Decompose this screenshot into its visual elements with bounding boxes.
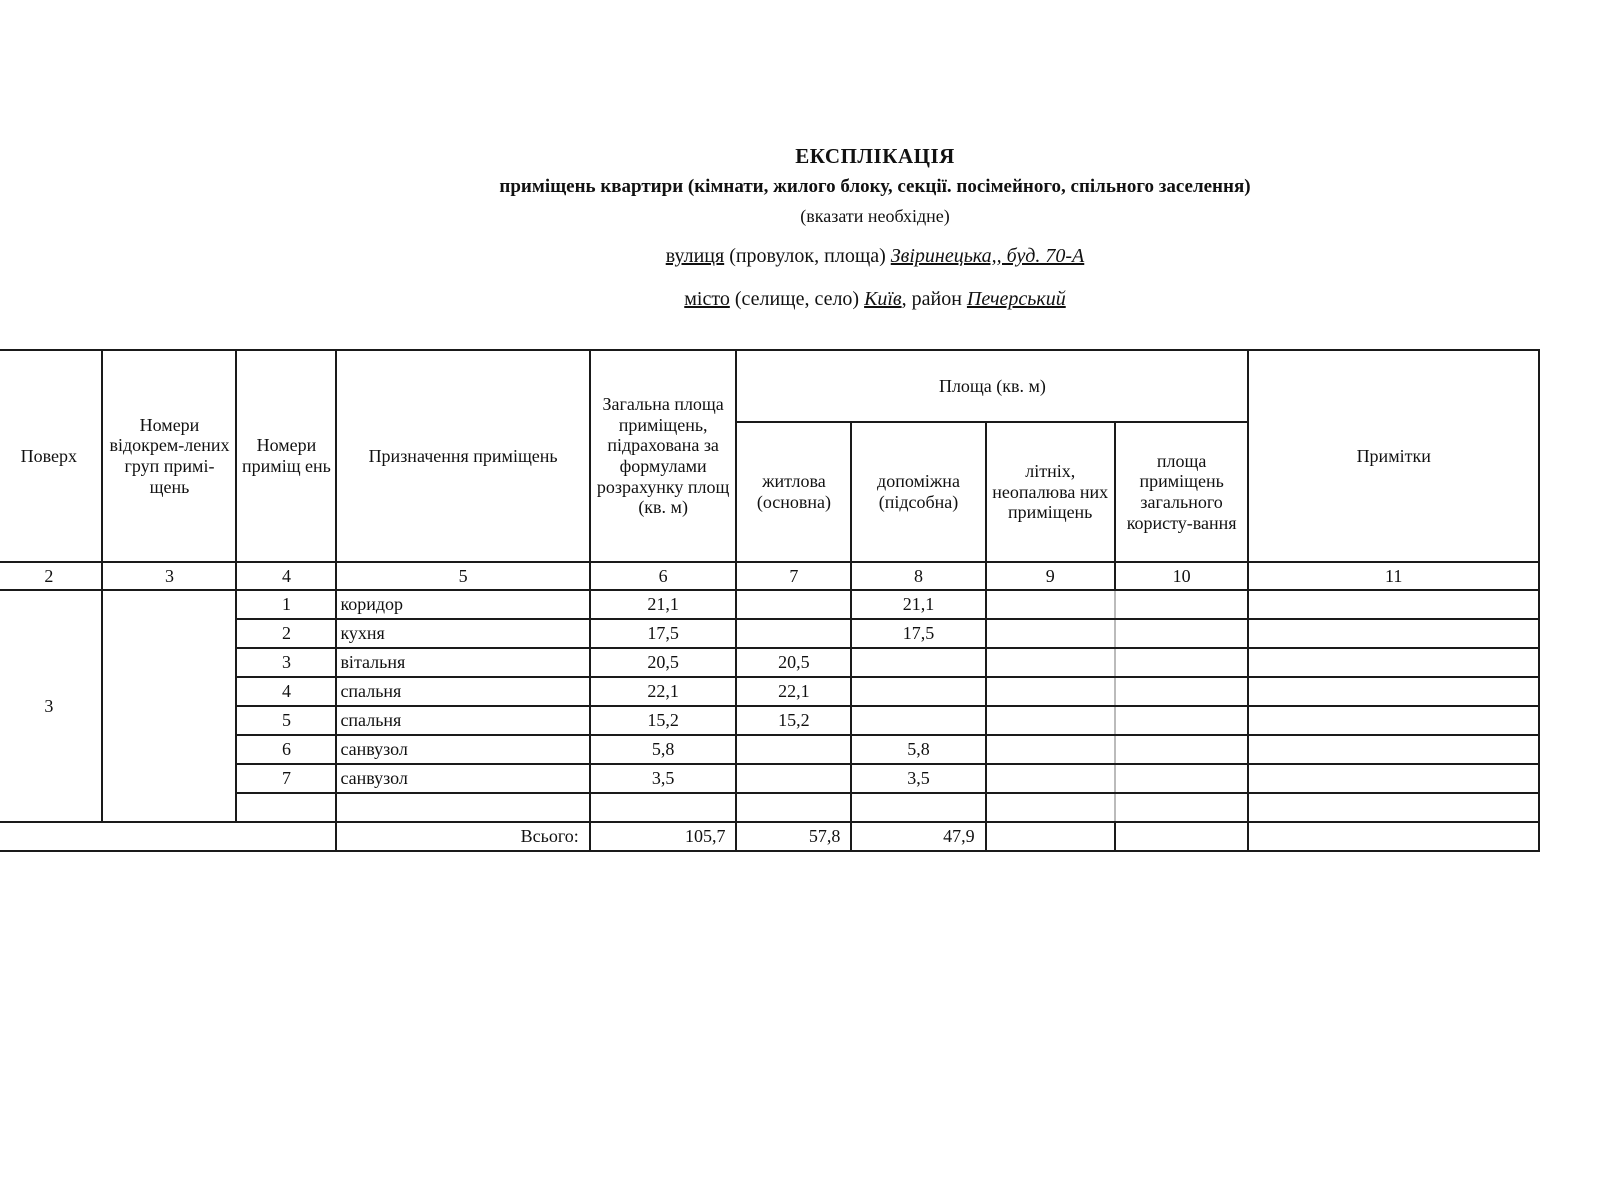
room-aux-area <box>851 648 985 677</box>
column-number: 3 <box>102 562 236 590</box>
room-living-area: 22,1 <box>736 677 851 706</box>
room-total-area: 3,5 <box>590 764 737 793</box>
room-notes <box>1248 677 1539 706</box>
room-living-area: 15,2 <box>736 706 851 735</box>
room-aux-area <box>851 677 985 706</box>
group-number-cell <box>102 590 236 822</box>
room-notes <box>1248 648 1539 677</box>
room-common-area <box>1115 619 1249 648</box>
total-label: Всього: <box>336 822 589 851</box>
room-number: 7 <box>236 764 336 793</box>
room-total-area: 21,1 <box>590 590 737 619</box>
room-notes <box>1248 735 1539 764</box>
street-label: вулиця <box>665 245 725 267</box>
room-number: 6 <box>236 735 336 764</box>
total-aux-sum: 47,9 <box>851 822 985 851</box>
column-number-row <box>0 562 1539 590</box>
room-name: вітальня <box>336 648 589 677</box>
document-subtitle: приміщень квартири (кімнати, жилого блоку, секції. посімейного, спільного заселення) <box>499 176 1251 197</box>
room-aux-area: 5,8 <box>851 735 985 764</box>
room-aux-area: 17,5 <box>851 619 985 648</box>
total-notes <box>1248 822 1539 851</box>
room-number: 3 <box>236 648 336 677</box>
district-label: , район <box>901 288 967 310</box>
room-name: спальня <box>336 677 589 706</box>
room-number: 2 <box>236 619 336 648</box>
room-total-area: 17,5 <box>590 619 737 648</box>
room-common-area <box>1115 706 1249 735</box>
header-room-numbers: Номери примiщ ень <box>236 350 336 562</box>
column-number: 9 <box>986 562 1115 590</box>
total-common-sum <box>1115 822 1249 851</box>
district-value: Печерський <box>966 288 1066 310</box>
header-purpose: Призначення приміщень <box>336 350 589 562</box>
column-number: 10 <box>1115 562 1249 590</box>
header-common: площа приміщень загального користу-вання <box>1115 422 1249 562</box>
total-summer-sum <box>986 822 1115 851</box>
room-name: санвузол <box>336 764 589 793</box>
room-summer-area <box>986 677 1115 706</box>
room-aux-area: 21,1 <box>851 590 985 619</box>
document-title: ЕКСПЛІКАЦІЯ <box>795 144 955 168</box>
room-common-area <box>1115 677 1249 706</box>
room-name <box>336 793 589 822</box>
column-number: 7 <box>736 562 851 590</box>
header-living: житлова (основна) <box>736 422 851 562</box>
room-number: 1 <box>236 590 336 619</box>
header-area-group: Площа (кв. м) <box>736 350 1248 422</box>
room-summer-area <box>986 590 1115 619</box>
city-value: Київ <box>864 288 902 310</box>
header-summer: літніх, неопалюва них приміщень <box>986 422 1115 562</box>
room-living-area: 20,5 <box>736 648 851 677</box>
total-living-sum: 57,8 <box>736 822 851 851</box>
address-street-line <box>0 245 1600 268</box>
column-number: 2 <box>0 562 102 590</box>
room-living-area <box>736 793 851 822</box>
header-auxiliary: допоміжна (підсобна) <box>851 422 985 562</box>
room-total-area: 20,5 <box>590 648 737 677</box>
room-summer-area <box>986 619 1115 648</box>
room-notes <box>1248 764 1539 793</box>
room-summer-area <box>986 764 1115 793</box>
room-aux-area <box>851 706 985 735</box>
street-value: Звіринецька,, буд. 70-А <box>890 245 1085 267</box>
room-common-area <box>1115 793 1249 822</box>
header-total-area: Загальна площа приміщень, підрахована за формулами розрахунку площ (кв. м) <box>590 350 737 562</box>
room-common-area <box>1115 735 1249 764</box>
room-summer-area <box>986 648 1115 677</box>
table-row <box>0 590 1539 619</box>
header-floor: Поверх <box>0 350 102 562</box>
room-name: коридор <box>336 590 589 619</box>
city-label-rest: (селище, село) <box>729 288 865 310</box>
room-common-area <box>1115 590 1249 619</box>
column-number: 5 <box>336 562 589 590</box>
room-living-area <box>736 735 851 764</box>
room-aux-area: 3,5 <box>851 764 985 793</box>
total-row <box>0 822 1539 851</box>
room-name: кухня <box>336 619 589 648</box>
column-number: 11 <box>1248 562 1539 590</box>
floor-value: 3 <box>0 590 102 822</box>
room-notes <box>1248 793 1539 822</box>
room-summer-area <box>986 706 1115 735</box>
document-hint: (вказати необхідне) <box>800 206 950 226</box>
room-number: 5 <box>236 706 336 735</box>
column-number: 8 <box>851 562 985 590</box>
room-number: 4 <box>236 677 336 706</box>
total-area-sum: 105,7 <box>590 822 737 851</box>
room-total-area: 15,2 <box>590 706 737 735</box>
column-number: 4 <box>236 562 336 590</box>
room-notes <box>1248 590 1539 619</box>
room-notes <box>1248 619 1539 648</box>
room-total-area: 5,8 <box>590 735 737 764</box>
header-groups: Номери відокрем-лених груп примі-щень <box>102 350 236 562</box>
room-notes <box>1248 706 1539 735</box>
street-label-rest: (провулок, площа) <box>724 245 891 267</box>
column-number: 6 <box>590 562 737 590</box>
room-living-area <box>736 590 851 619</box>
room-living-area <box>736 764 851 793</box>
room-common-area <box>1115 764 1249 793</box>
room-number <box>236 793 336 822</box>
room-living-area <box>736 619 851 648</box>
room-name: санвузол <box>336 735 589 764</box>
header-notes: Примітки <box>1248 350 1539 562</box>
room-summer-area <box>986 735 1115 764</box>
room-total-area <box>590 793 737 822</box>
room-aux-area <box>851 793 985 822</box>
total-row-spacer <box>0 822 336 851</box>
room-name: спальня <box>336 706 589 735</box>
city-label: місто <box>684 288 730 310</box>
room-total-area: 22,1 <box>590 677 737 706</box>
explication-table <box>0 349 1540 852</box>
room-summer-area <box>986 793 1115 822</box>
address-city-line <box>0 288 1600 311</box>
room-common-area <box>1115 648 1249 677</box>
